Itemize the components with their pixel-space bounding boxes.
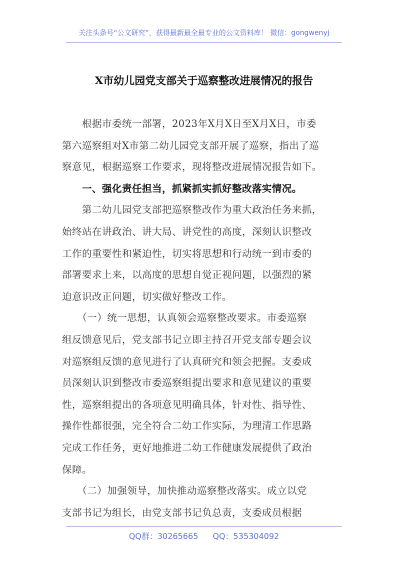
footer-divider <box>66 526 342 527</box>
text-line: 根据市委统一部署，2023年X月X日至X月X日，市委 <box>62 119 317 130</box>
text-line: （二）加强领导，加快推动巡察整改落实。成立以党 <box>62 486 308 498</box>
text-line: 始终站在讲政治、讲大局、讲党性的高度，深刻认识整改 <box>62 226 312 238</box>
header-promo-note: 关注头条号“公文研究”，获得最新最全最专业的公文资料库！ 微信：gongwenyj <box>78 29 330 37</box>
text-line: 第二幼儿园党支部把巡察整改作为重大政治任务来抓， <box>62 205 322 217</box>
header-divider <box>66 42 342 43</box>
text-line: 组反馈意见后，党支部书记立即主持召开党支部专题会议 <box>62 334 312 346</box>
text-line: 迫意识改正问题，切实做好整改工作。 <box>62 291 232 303</box>
text-line: 操作性都很强，完全符合二幼工作实际，为理清工作思路 <box>62 421 312 433</box>
paragraph-intro <box>62 114 348 179</box>
text-line: 部署要求上来，以高度的思想自觉正视问题，以强烈的紧 <box>62 270 312 282</box>
footer-qq: QQ：535304092 <box>212 532 280 541</box>
text-line: 对巡察组反馈的意见进行了认真研究和领会把握。支委成 <box>62 356 312 368</box>
footer-contact <box>0 531 408 542</box>
text-line: 性，巡察组提出的各项意见明确具体，针对性、指导性、 <box>62 399 312 411</box>
document-title: X市幼儿园党支部关于巡察整改进展情况的报告 <box>94 75 314 87</box>
text-line: 员深刻认识到整改市委巡察组提出要求和意见建议的重要 <box>62 378 312 390</box>
text-line: 完成工作任务，更好地推进二幼工作健康发展提供了政治 <box>62 442 312 454</box>
text-line: 支部书记为组长，由党支部书记负总责，支委成员根据 <box>62 507 302 519</box>
paragraph-subsection-1 <box>62 308 348 481</box>
text-line: 保障。 <box>62 464 92 476</box>
text-line: 一、强化责任担当，抓紧抓实抓好整改落实情况。 <box>62 183 302 195</box>
text-line: 察意见，根据巡察工作要求，现将整改进展情况报告如下。 <box>62 162 322 174</box>
text-line: 工作的重要性和紧迫性，切实将思想和行动统一到市委的 <box>62 248 312 260</box>
document-body <box>62 114 348 524</box>
text-line: 第六巡察组对X市第二幼儿园党支部开展了巡察，指出了巡 <box>62 140 320 152</box>
footer-qq-group: QQ群：30265665 <box>128 532 199 541</box>
text-line: （一）统一思想，认真领会巡察整改要求。市委巡察 <box>62 313 308 325</box>
paragraph-section-1 <box>62 200 348 308</box>
section-heading-1 <box>62 179 348 201</box>
paragraph-subsection-2 <box>62 481 348 524</box>
